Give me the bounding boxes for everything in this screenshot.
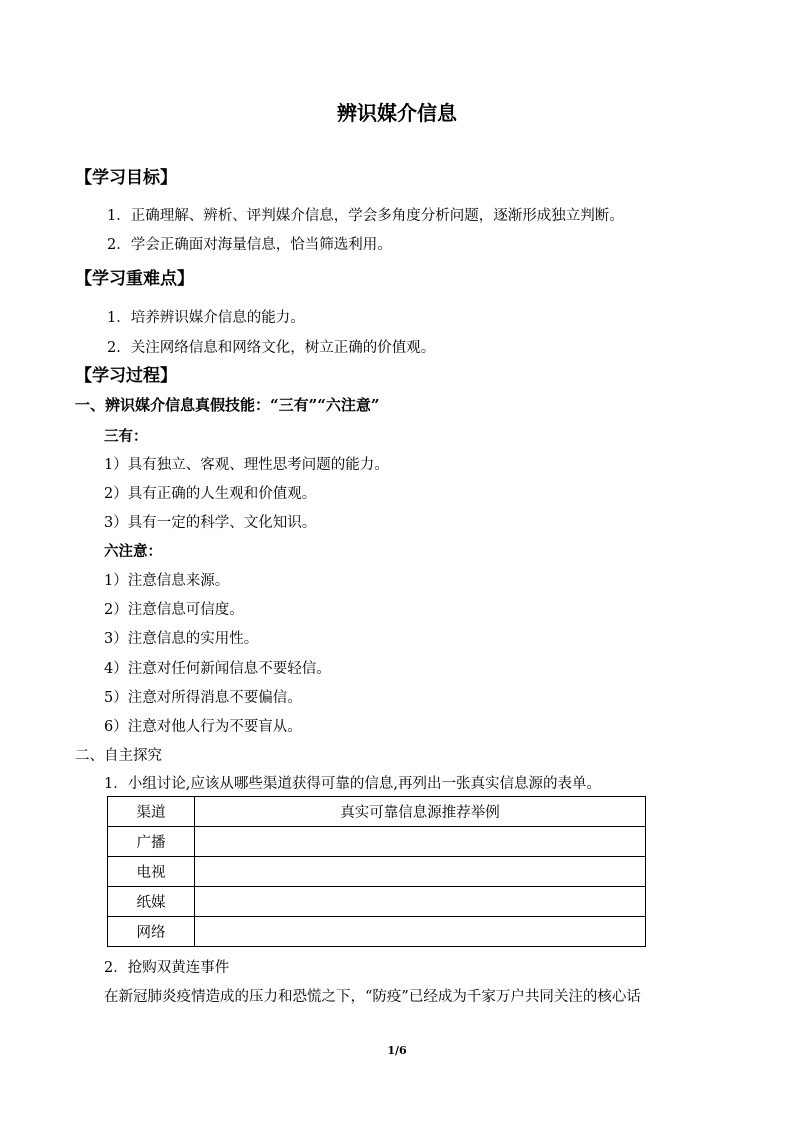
table-header-cell: 渠道 <box>108 797 195 827</box>
six-notes-item: 6）注意对他人行为不要盲从。 <box>104 719 302 735</box>
key-point-item: 1．培养辨识媒介信息的能力。 <box>107 310 305 326</box>
objective-item: 2．学会正确面对海量信息，恰当筛选利用。 <box>107 237 392 253</box>
table-row <box>108 857 646 887</box>
three-have-item: 2）具有正确的人生观和价值观。 <box>104 486 317 502</box>
three-have-item: 1）具有独立、客观、理性思考问题的能力。 <box>104 457 389 473</box>
three-have-item: 3）具有一定的科学、文化知识。 <box>104 515 317 531</box>
paragraph-text: 在新冠肺炎疫情造成的压力和恐慌之下，“防疫”已经成为千家万户共同关注的核心话 <box>104 989 641 1005</box>
table-cell <box>195 827 646 857</box>
page-title: 辨识媒介信息 <box>337 101 457 125</box>
objectives-heading: 【学习目标】 <box>75 168 177 188</box>
table-row <box>108 917 646 947</box>
task1-text: 1．小组讨论,应该从哪些渠道获得可靠的信息,再列出一张真实信息源的表单。 <box>104 776 601 792</box>
page-number: 1/6 <box>387 1044 407 1057</box>
six-notes-item: 2）注意信息可信度。 <box>104 602 244 618</box>
task2-text: 2．抢购双黄连事件 <box>104 960 230 976</box>
table-row <box>108 887 646 917</box>
six-notes-label: 六注意： <box>104 543 162 560</box>
table-cell <box>195 887 646 917</box>
part2-heading: 二、自主探究 <box>75 748 162 764</box>
table-cell <box>195 917 646 947</box>
key-point-item: 2．关注网络信息和网络文化，树立正确的价值观。 <box>107 340 436 356</box>
table-cell <box>195 857 646 887</box>
six-notes-item: 3）注意信息的实用性。 <box>104 631 259 647</box>
six-notes-item: 5）注意对所得消息不要偏信。 <box>104 690 302 706</box>
part1-heading: 一、辨识媒介信息真假技能：“三有”“六注意” <box>75 396 380 414</box>
table-cell: 电视 <box>108 857 195 887</box>
table-header-cell: 真实可靠信息源推荐举例 <box>195 797 646 827</box>
process-heading: 【学习过程】 <box>75 366 177 386</box>
sources-table <box>107 796 646 947</box>
table-cell: 网络 <box>108 917 195 947</box>
table-cell: 纸媒 <box>108 887 195 917</box>
six-notes-item: 4）注意对任何新闻信息不要轻信。 <box>104 661 331 677</box>
six-notes-item: 1）注意信息来源。 <box>104 573 230 589</box>
key-points-heading: 【学习重难点】 <box>75 269 194 289</box>
three-have-label: 三有： <box>104 428 148 445</box>
objective-item: 1．正确理解、辨析、评判媒介信息，学会多角度分析问题，逐渐形成独立判断。 <box>107 208 624 224</box>
table-row <box>108 827 646 857</box>
table-cell: 广播 <box>108 827 195 857</box>
table-header-row <box>108 797 646 827</box>
